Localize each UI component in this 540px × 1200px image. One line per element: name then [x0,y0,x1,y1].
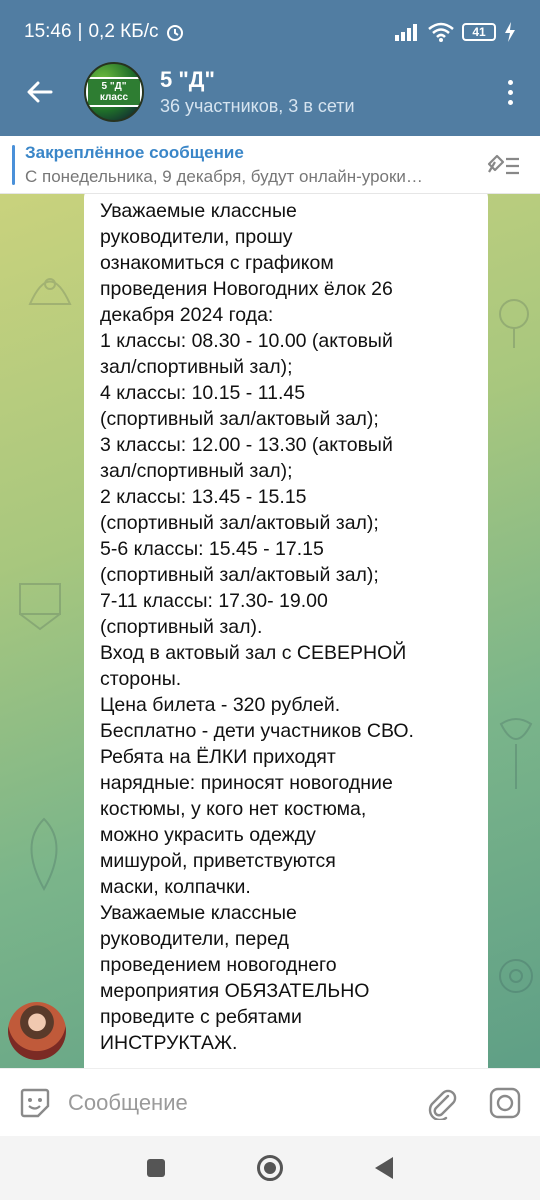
message-line: 3 классы: 12.00 - 13.30 (актовый [100,434,393,456]
message-line: маски, колпачки. [100,876,251,898]
battery-icon [462,23,496,41]
battery-level: 41 [472,25,486,39]
pinned-indicator [12,145,15,185]
message-line: нарядные: приносят новогодние [100,772,393,794]
message-line: Вход в актовый зал с СЕВЕРНОЙ [100,642,407,664]
system-nav-bar [0,1136,540,1200]
home-button[interactable] [257,1155,283,1181]
message-line: костюмы, у кого нет костюма, [100,798,367,820]
message-line: 5-6 классы: 15.45 - 17.15 [100,538,324,560]
background-doodle [20,254,80,314]
wifi-icon [428,22,454,42]
chat-title: 5 "Д" [160,67,215,92]
message-line: 7-11 классы: 17.30- 19.00 [100,590,328,612]
message-line: ИНСТРУКТАЖ. [100,1032,238,1054]
message-line: зал/спортивный зал); [100,356,293,378]
pinned-message-bar[interactable] [0,136,540,194]
message-line: Цена билета - 320 рублей. [100,694,341,716]
top-area [0,0,540,136]
pinned-text: С понедельника, 9 декабря, будут онлайн-уроки… [25,166,423,186]
charging-icon [504,22,516,42]
chat-area[interactable] [0,194,540,1068]
alarm-icon [165,22,185,42]
message-line: проведите с ребятами [100,1006,302,1028]
chat-avatar[interactable] [84,62,144,122]
message-line: Уважаемые классные [100,200,297,222]
message-line: можно украсить одежду [100,824,316,846]
more-menu-button[interactable] [496,72,524,112]
message-line: Бесплатно - дети участников СВО. [100,720,414,742]
camera-icon[interactable] [488,1086,522,1120]
message-line: (спортивный зал). [100,616,263,638]
message-line: руководители, перед [100,928,289,950]
signal-icon [394,23,420,41]
message-line: (спортивный зал/актовый зал); [100,408,379,430]
recent-apps-button[interactable] [147,1159,165,1177]
status-bar: 15:46 | 0,2 КБ/с 41 [0,0,540,64]
message-line: зал/спортивный зал); [100,460,293,482]
status-speed: 0,2 КБ/с [88,21,159,42]
chat-header-info[interactable] [160,67,355,117]
chat-subtitle: 36 участников, 3 в сети [160,96,355,116]
pin-list-icon[interactable] [486,150,522,180]
emoji-sticker-icon[interactable] [18,1086,52,1120]
status-time: 15:46 [24,21,72,42]
message-bubble[interactable] [84,194,488,1068]
message-line: руководители, прошу [100,226,293,248]
pinned-title: Закреплённое сообщение [25,142,244,162]
message-line: 2 классы: 13.45 - 15.15 [100,486,307,508]
message-text [100,198,472,1056]
message-line: 1 классы: 08.30 - 10.00 (актовый [100,330,393,352]
message-line: декабря 2024 года: [100,304,274,326]
back-button[interactable] [20,72,60,112]
message-line: проведения Новогодних ёлок 26 [100,278,393,300]
background-doodle [10,574,70,634]
chat-toolbar [0,56,540,128]
more-vertical-icon [508,80,513,85]
message-line: стороны. [100,668,182,690]
message-line: мишурой, приветствуются [100,850,336,872]
message-line: (спортивный зал/актовый зал); [100,512,379,534]
background-doodle [14,814,74,894]
background-doodle [494,294,534,354]
message-line: Уважаемые классные [100,902,297,924]
background-doodle [494,954,538,1014]
sender-avatar[interactable] [8,1002,66,1060]
system-back-button[interactable] [375,1157,393,1179]
chat-avatar-label: 5 "Д" класс [86,77,142,107]
message-line: (спортивный зал/актовый зал); [100,564,379,586]
message-input[interactable]: Сообщение [68,1089,188,1115]
message-line: Ребята на ЁЛКИ приходят [100,746,336,768]
message-line: 4 классы: 10.15 - 11.45 [100,382,306,404]
message-line: проведением новогоднего [100,954,337,976]
message-input-bar [0,1068,540,1136]
message-line: ознакомиться с графиком [100,252,334,274]
background-doodle [496,714,536,794]
arrow-back-icon [27,81,53,103]
paperclip-icon[interactable] [424,1086,458,1120]
message-line: мероприятия ОБЯЗАТЕЛЬНО [100,980,370,1002]
